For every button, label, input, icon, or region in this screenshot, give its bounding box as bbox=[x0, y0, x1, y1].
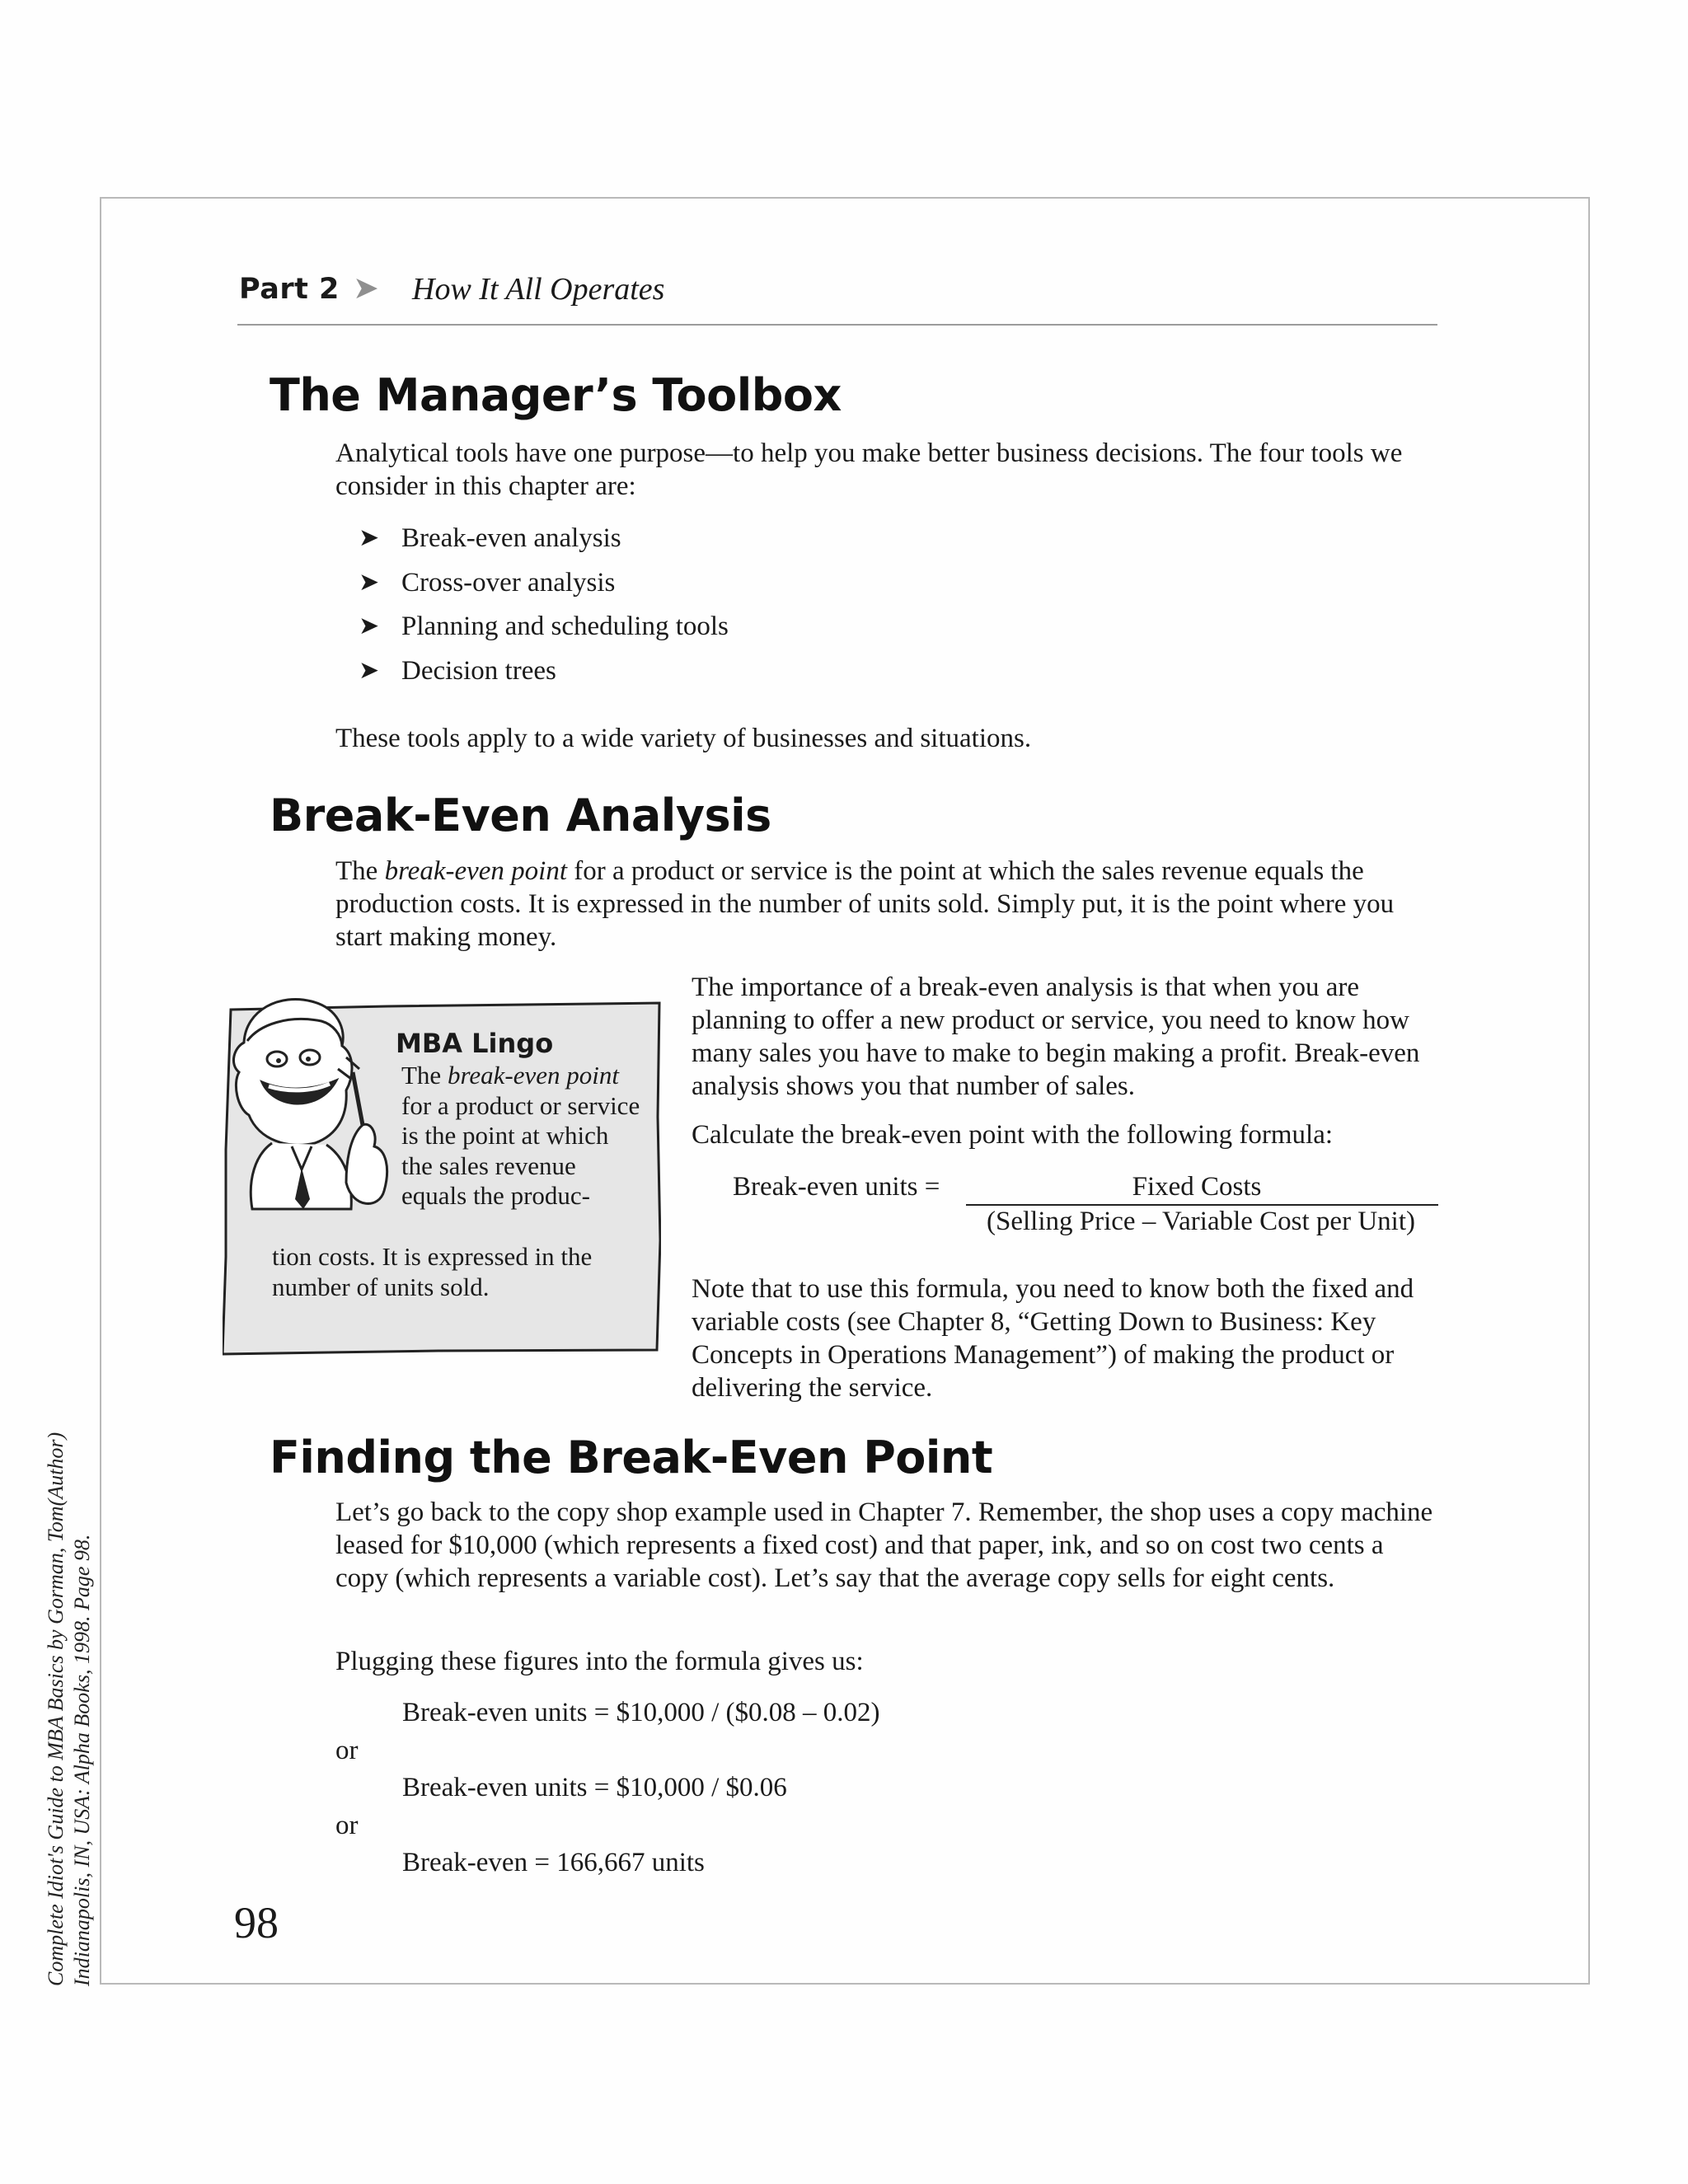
formula-lhs: Break-even units = bbox=[733, 1172, 940, 1202]
arrow-icon: ➤ bbox=[353, 269, 379, 306]
mba-lingo-sidebar bbox=[223, 993, 661, 1356]
page-number: 98 bbox=[234, 1898, 279, 1947]
list-item: ➤ Break-even analysis bbox=[359, 523, 621, 553]
or-label-2: or bbox=[335, 1811, 359, 1840]
citation-line-1: Complete Idiot's Guide to MBA Basics by Gorman, Tom(Author) bbox=[44, 1432, 68, 1986]
source-citation bbox=[43, 1393, 96, 1986]
running-head bbox=[237, 268, 1437, 326]
citation-line-2: Indianapolis, IN, USA: Alpha Books, 1998. Page 98. bbox=[70, 1534, 94, 1986]
list-item: ➤ Planning and scheduling tools bbox=[359, 612, 729, 641]
copy-shop-paragraph: Let’s go back to the copy shop example used in Chapter 7. Remember, the shop uses a copy machine leased for $10,000 (which represents a fixed cost) and that paper, ink, and so on cost two cents a copy (which represents a variable cost). Let’s say that the average copy sells for eight cents. bbox=[335, 1497, 1433, 1593]
chapter-title: How It All Operates bbox=[412, 272, 665, 307]
arrow-bullet-icon: ➤ bbox=[359, 612, 380, 640]
break-even-definition: The break-even point for a product or service is the point at which the sales revenue equals the production costs. It is expressed in the number of units sold. Simply put, it is the point where you start making money. bbox=[335, 856, 1395, 952]
toolbox-closing: These tools apply to a wide variety of businesses and situations. bbox=[335, 724, 1032, 753]
arrow-bullet-icon: ➤ bbox=[359, 567, 380, 597]
plugging-paragraph: Plugging these figures into the formula gives us: bbox=[335, 1647, 864, 1676]
formula-numerator: Fixed Costs bbox=[1132, 1172, 1262, 1202]
heading-managers-toolbox: The Manager’s Toolbox bbox=[270, 369, 842, 421]
part-label: Part 2 bbox=[239, 273, 340, 306]
arrow-bullet-icon: ➤ bbox=[359, 523, 380, 552]
heading-finding-break-even: Finding the Break-Even Point bbox=[270, 1432, 993, 1483]
importance-paragraph: The importance of a break-even analysis is that when you are planning to offer a new product or service, you need to know how many sales you have to make to begin making a profit. Break-even analysis shows you that number of sales. bbox=[692, 972, 1420, 1101]
fraction-bar bbox=[966, 1204, 1438, 1206]
tools-list bbox=[359, 522, 729, 698]
equation-2: Break-even units = $10,000 / $0.06 bbox=[402, 1773, 787, 1802]
toolbox-intro: Analytical tools have one purpose—to help you make better business decisions. The four tools we consider in this chapter are: bbox=[335, 438, 1403, 501]
calc-intro: Calculate the break-even point with the following formula: bbox=[692, 1120, 1334, 1150]
list-item: ➤ Decision trees bbox=[359, 655, 556, 686]
sidebar-title: MBA Lingo bbox=[396, 1028, 554, 1059]
formula-note: Note that to use this formula, you need to know both the fixed and variable costs (see Chapter 8, “Getting Down to Business: Key Concepts in Operations Management”) of making the product or delivering the service. bbox=[692, 1274, 1414, 1403]
sidebar-definition-continued: tion costs. It is expressed in the number of units sold. bbox=[272, 1242, 593, 1301]
equation-3: Break-even = 166,667 units bbox=[402, 1848, 705, 1877]
formula-denominator: (Selling Price – Variable Cost per Unit) bbox=[987, 1207, 1415, 1236]
equation-1: Break-even units = $10,000 / ($0.08 – 0.02) bbox=[402, 1698, 880, 1727]
arrow-bullet-icon: ➤ bbox=[359, 655, 380, 685]
or-label-1: or bbox=[335, 1736, 359, 1765]
heading-break-even-analysis: Break-Even Analysis bbox=[270, 790, 771, 841]
sidebar-definition: The break-even point for a product or service is the point at which the sales revenue equals the produc- bbox=[401, 1061, 640, 1210]
list-item: ➤ Cross-over analysis bbox=[359, 567, 616, 598]
